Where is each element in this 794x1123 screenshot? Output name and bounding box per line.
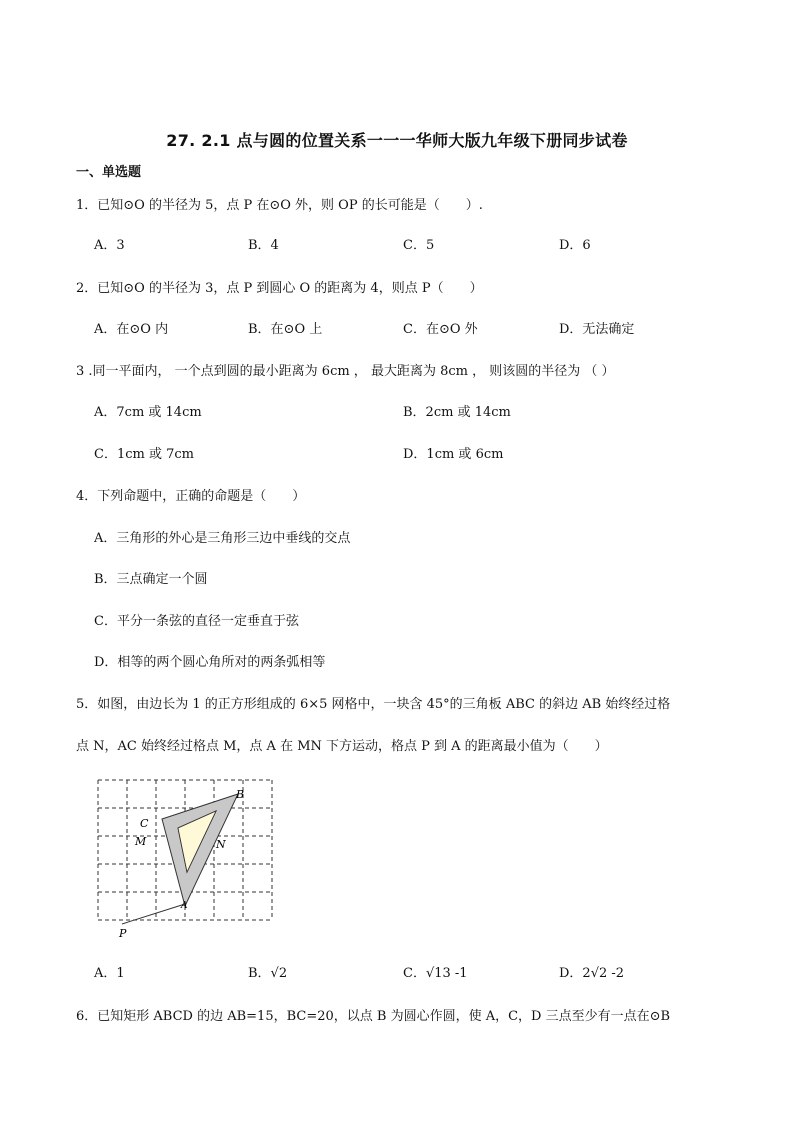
question-3-option-b: B．2cm 或 14cm bbox=[403, 405, 511, 420]
grid-triangle-figure bbox=[92, 776, 292, 944]
question-4-option-c: C．平分一条弦的直径一定垂直于弦 bbox=[94, 614, 299, 629]
question-4-option-b: B．三点确定一个圆 bbox=[94, 572, 208, 587]
question-3-option-c: C．1cm 或 7cm bbox=[94, 447, 194, 462]
question-4-option-a: A．三角形的外心是三角形三边中垂线的交点 bbox=[94, 531, 351, 546]
question-5-option-c: C．√13 -1 bbox=[403, 966, 468, 981]
question-3-option-a: A．7cm 或 14cm bbox=[94, 405, 202, 420]
question-2-option-c: C．在⊙O 外 bbox=[403, 322, 478, 337]
label-b: B bbox=[236, 788, 245, 801]
page-title: 27. 2.1 点与圆的位置关系一一一华师大版九年级下册同步试卷 bbox=[166, 131, 628, 150]
question-2-option-a: A．在⊙O 内 bbox=[94, 322, 169, 337]
label-m: M bbox=[135, 835, 147, 848]
triangle-ruler bbox=[162, 794, 238, 906]
question-5-option-b: B．√2 bbox=[248, 966, 288, 981]
question-3-option-d: D．1cm 或 6cm bbox=[403, 447, 504, 462]
segment-pa bbox=[122, 904, 185, 924]
section-heading: 一、单选题 bbox=[76, 165, 142, 180]
question-1-option-d: D．6 bbox=[559, 238, 591, 253]
question-1-option-c: C．5 bbox=[403, 238, 435, 253]
question-2-option-d: D．无法确定 bbox=[559, 322, 635, 337]
question-1-option-b: B．4 bbox=[248, 238, 279, 253]
question-2-option-b: B．在⊙O 上 bbox=[248, 322, 323, 337]
question-2-stem: 2．已知⊙O 的半径为 3，点 P 到圆心 O 的距离为 4，则点 P（ ） bbox=[76, 281, 483, 296]
question-5-stem-line2: 点 N，AC 始终经过格点 M，点 A 在 MN 下方运动，格点 P 到 A 的距离最小值为（ ） bbox=[76, 739, 608, 754]
question-5-option-a: A．1 bbox=[94, 966, 125, 981]
question-5-option-d: D．2√2 -2 bbox=[559, 966, 625, 981]
question-4-stem: 4．下列命题中，正确的命题是（ ） bbox=[76, 489, 306, 504]
question-5-stem-line1: 5．如图，由边长为 1 的正方形组成的 6×5 网格中，一块含 45°的三角板 ABC 的斜边 AB 始终经过格 bbox=[76, 697, 671, 712]
label-n: N bbox=[216, 838, 226, 851]
question-1-option-a: A．3 bbox=[94, 238, 125, 253]
label-p: P bbox=[119, 927, 127, 940]
label-c: C bbox=[140, 817, 149, 830]
question-1-stem: 1．已知⊙O 的半径为 5，点 P 在⊙O 外，则 OP 的长可能是（ ）. bbox=[76, 198, 483, 213]
question-6-stem: 6．已知矩形 ABCD 的边 AB=15，BC=20，以点 B 为圆心作圆，使 A，C，D 三点至少有一点在⊙B bbox=[76, 1009, 671, 1024]
question-3-stem: 3 .同一平面内， 一个点到圆的最小距离为 6cm ， 最大距离为 8cm ， 则该圆的半径为 （ ） bbox=[76, 364, 615, 379]
question-4-option-d: D．相等的两个圆心角所对的两条弧相等 bbox=[94, 655, 326, 670]
label-a: A bbox=[181, 901, 188, 911]
